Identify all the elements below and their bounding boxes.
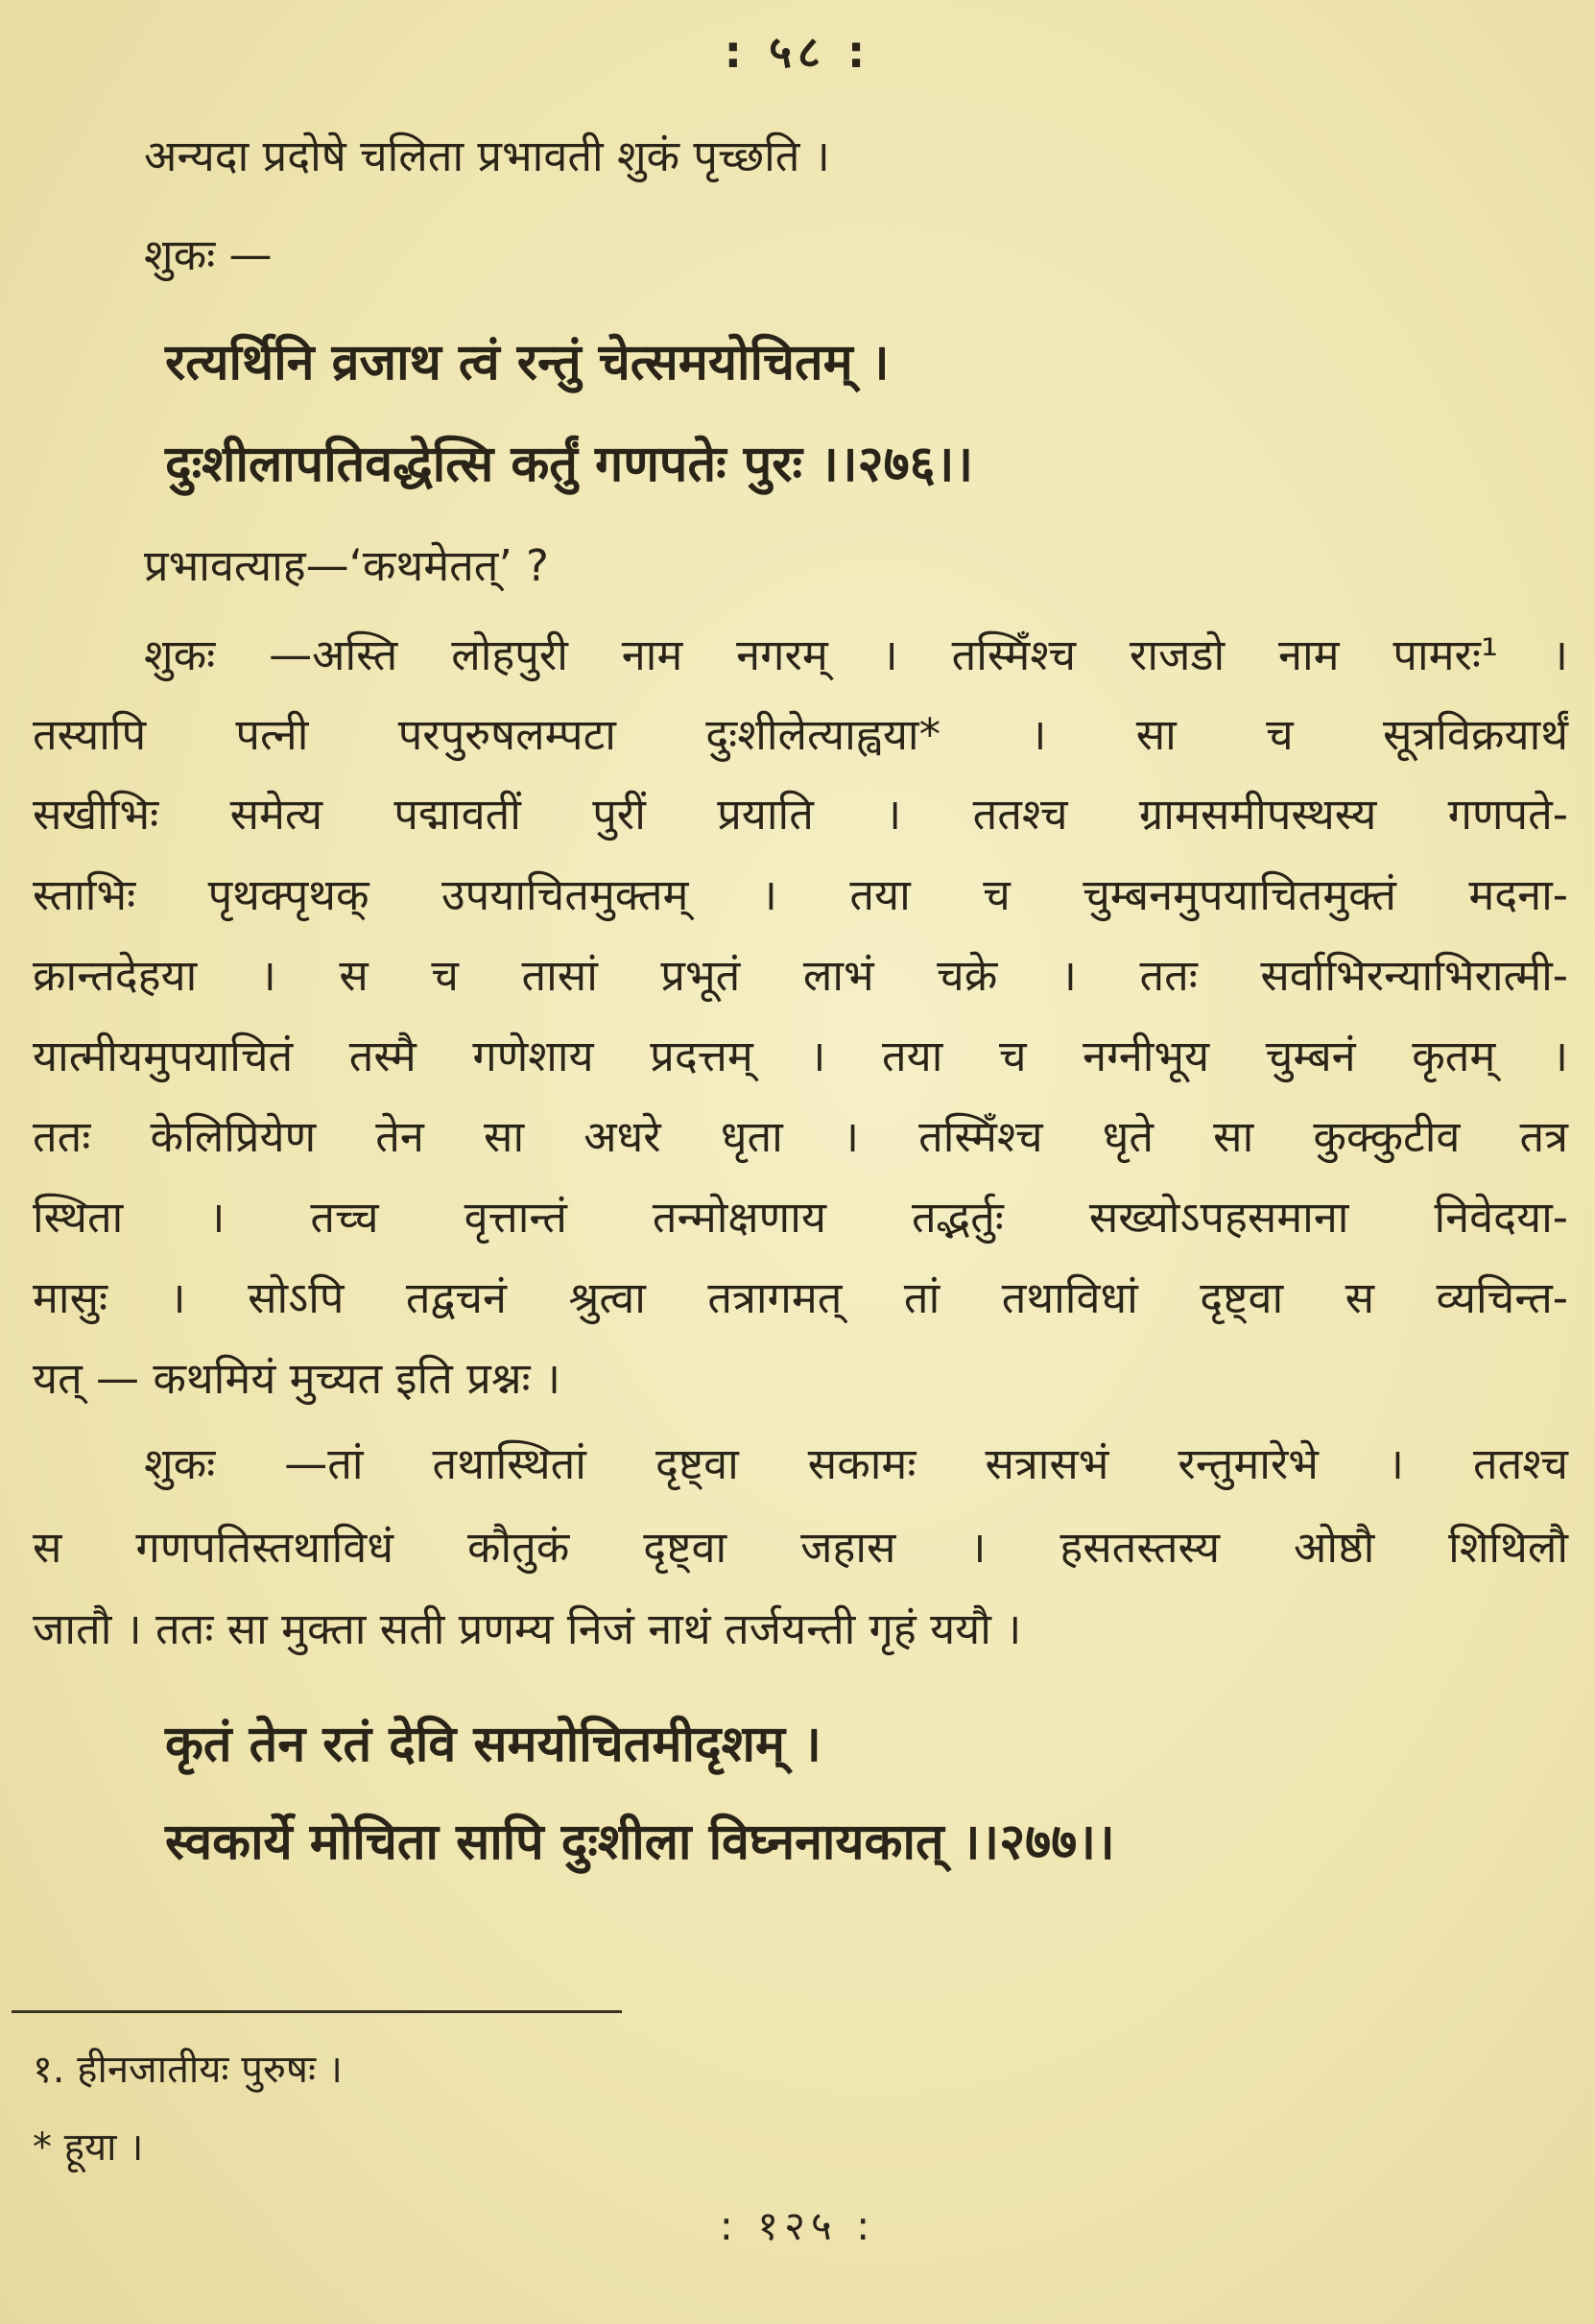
verse-276-line-1: रत्यर्थिनि व्रजाथ त्वं रन्तुं चेत्समयोचितम् । bbox=[165, 334, 890, 391]
text-line-story-5: क्रान्तदेहया । स च तासां प्रभूतं लाभं चक्रे । ततः सर्वाभिरन्याभिरात्मी- bbox=[33, 950, 1568, 1001]
text-line-story-9: मासुः । सोऽपि तद्वचनं श्रुत्वा तत्रागमत् तां तथाविधां दृष्ट्वा स व्यचिन्त- bbox=[33, 1272, 1568, 1323]
text-line-intro: अन्यदा प्रदोषे चलिता प्रभावती शुकं पृच्छति । bbox=[144, 130, 830, 181]
text-line-story-4: स्ताभिः पृथक्पृथक् उपयाचितमुक्तम् । तया च चुम्बनमुपयाचितमुक्तं मदना- bbox=[33, 869, 1568, 920]
text-line-story-start: शुकः —अस्ति लोहपुरी नाम नगरम् । तस्मिँश्च राजडो नाम पामरः¹ । bbox=[144, 629, 1568, 680]
page-header-number: : ५८ : bbox=[724, 26, 871, 78]
footnote-asterisk: * हूया । bbox=[33, 2125, 144, 2170]
text-line-prabhavati-asks: प्रभावत्याह—‘कथमेतत्’ ? bbox=[144, 540, 549, 591]
text-line-answer-start: शुकः —तां तथास्थितां दृष्ट्वा सकामः सत्रासभं रन्तुमारेभे । ततश्च bbox=[144, 1438, 1568, 1489]
text-line-story-2: तस्यापि पत्नी परपुरुषलम्पटा दुःशीलेत्याह्वया* । सा च सूत्रविक्रयार्थं bbox=[33, 709, 1568, 760]
text-line-story-6: यात्मीयमुपयाचितं तस्मै गणेशाय प्रदत्तम् । तया च नग्नीभूय चुम्बनं कृतम् । bbox=[33, 1031, 1568, 1081]
verse-277-line-1: कृतं तेन रतं देवि समयोचितमीदृशम् । bbox=[165, 1716, 821, 1773]
text-line-answer-3: जातौ । ततः सा मुक्ता सती प्रणम्य निजं नाथं तर्जयन्ती गृहं ययौ । bbox=[33, 1603, 1022, 1654]
text-line-answer-2: स गणपतिस्तथाविधं कौतुकं दृष्ट्वा जहास । हसतस्तस्य ओष्ठौ शिथिलौ bbox=[33, 1522, 1568, 1573]
footnote-1: १. हीनजातीयः पुरुषः । bbox=[33, 2048, 343, 2092]
verse-276-line-2: दुःशीलापतिवद्धेत्सि कर्तुं गणपतेः पुरः ।।२७६।। bbox=[165, 436, 974, 493]
footnote-divider bbox=[12, 2010, 622, 2013]
verse-277-line-2: स्वकार्ये मोचिता सापि दुःशीला विघ्ननायकात् ।।२७७।। bbox=[165, 1814, 1115, 1871]
text-line-story-3: सखीभिः समेत्य पद्मावतीं पुरीं प्रयाति । ततश्च ग्रामसमीपस्थस्य गणपते- bbox=[33, 789, 1568, 840]
page-footer-number: : १२५ : bbox=[719, 2202, 876, 2249]
text-line-story-7: ततः केलिप्रियेण तेन सा अधरे धृता । तस्मिँश्च धृते सा कुक्कुटीव तत्र bbox=[33, 1111, 1568, 1162]
speaker-label-parrot: शुकः — bbox=[144, 229, 273, 280]
text-line-story-10: यत् — कथमियं मुच्यत इति प्रश्नः । bbox=[33, 1353, 561, 1404]
text-line-story-8: स्थिता । तच्च वृत्तान्तं तन्मोक्षणाय तद्भर्तुः सख्योऽपहसमाना निवेदया- bbox=[33, 1192, 1568, 1243]
